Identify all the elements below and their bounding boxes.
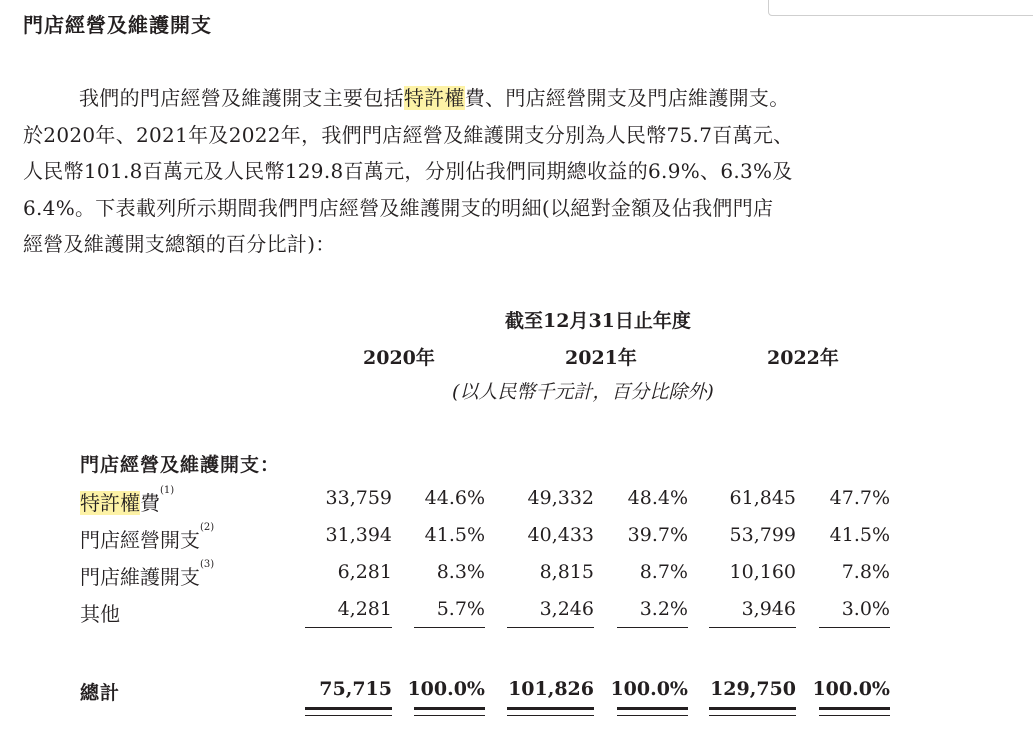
total-cell-amount-2022: 129,750 <box>710 678 796 700</box>
paragraph-line-1-end: 費、門店經營開支及門店維護開支。 <box>464 86 790 110</box>
year-header-2020: 2020年 <box>363 347 435 369</box>
top-right-frame <box>768 0 1033 16</box>
row-label-store-operating <box>80 524 214 553</box>
total-rule-top <box>709 707 796 710</box>
highlighted-term: 特許權 <box>403 86 465 110</box>
total-rule-bottom <box>507 715 594 716</box>
year-header-2021: 2021年 <box>565 347 637 369</box>
subtotal-rule <box>414 627 485 628</box>
body-paragraph <box>23 80 903 263</box>
cell-amount-2021: 8,815 <box>539 561 594 583</box>
unit-note: (以人民幣千元計，百分比除外) <box>452 381 714 403</box>
paragraph-line-2: 於2020年、2021年及2022年，我們門店經營及維護開支分別為人民幣75.7百萬元、 <box>23 122 794 147</box>
total-cell-amount-2021: 101,826 <box>508 678 594 700</box>
row-label-text: 其他 <box>80 602 120 626</box>
cell-amount-2020: 6,281 <box>337 561 392 583</box>
cell-pct-2022: 47.7% <box>829 487 890 509</box>
total-rule-top <box>414 707 485 710</box>
cell-pct-2021: 3.2% <box>639 598 688 620</box>
total-rule-bottom <box>414 715 485 716</box>
total-rule-top <box>819 707 890 710</box>
section-label: 門店經營及維護開支： <box>80 454 281 476</box>
footnote-marker: (2) <box>200 522 215 533</box>
row-label-franchise <box>80 487 174 516</box>
cell-pct-2022: 3.0% <box>841 598 890 620</box>
row-label-others <box>80 598 120 627</box>
paragraph-line-1-start: 我們的門店經營及維護開支主要包括 <box>79 86 404 110</box>
cell-amount-2021: 3,246 <box>539 598 594 620</box>
subtotal-rule <box>305 627 392 628</box>
row-label-highlight: 特許權 <box>80 491 140 515</box>
period-header: 截至12月31日止年度 <box>505 310 691 332</box>
total-cell-pct-2021: 100.0% <box>610 678 688 700</box>
cell-amount-2022: 61,845 <box>729 487 796 509</box>
cell-amount-2022: 3,946 <box>741 598 796 620</box>
cell-pct-2022: 41.5% <box>829 524 890 546</box>
row-label-text: 門店經營開支 <box>80 528 200 552</box>
cell-pct-2020: 41.5% <box>424 524 485 546</box>
paragraph-line-1 <box>23 80 903 117</box>
total-rule-bottom <box>819 715 890 716</box>
total-rule-top <box>507 707 594 710</box>
cell-amount-2022: 10,160 <box>729 561 796 583</box>
subtotal-rule <box>709 627 796 628</box>
subtotal-rule <box>617 627 688 628</box>
cell-amount-2021: 49,332 <box>527 487 594 509</box>
paragraph-line-5: 經營及維護開支總額的百分比計)： <box>23 232 336 257</box>
cell-amount-2020: 4,281 <box>337 598 392 620</box>
row-label-store-maintenance <box>80 561 214 590</box>
total-cell-amount-2020: 75,715 <box>319 678 392 700</box>
cell-amount-2022: 53,799 <box>729 524 796 546</box>
total-rule-bottom <box>709 715 796 716</box>
cell-pct-2021: 8.7% <box>639 561 688 583</box>
total-cell-pct-2020: 100.0% <box>407 678 485 700</box>
footnote-marker: (3) <box>200 559 215 570</box>
cell-amount-2021: 40,433 <box>527 524 594 546</box>
total-rule-bottom <box>305 715 392 716</box>
subtotal-rule <box>819 627 890 628</box>
year-header-2022: 2022年 <box>767 347 839 369</box>
total-rule-top <box>617 707 688 710</box>
cell-pct-2021: 39.7% <box>627 524 688 546</box>
row-label-text: 門店維護開支 <box>80 565 200 589</box>
cell-pct-2021: 48.4% <box>627 487 688 509</box>
total-label: 總計 <box>80 682 121 704</box>
cell-pct-2020: 8.3% <box>436 561 485 583</box>
cell-amount-2020: 31,394 <box>325 524 392 546</box>
row-label-text: 費 <box>140 491 160 515</box>
paragraph-line-3: 人民幣101.8百萬元及人民幣129.8百萬元，分別佔我們同期總收益的6.9%、6.3%及 <box>23 159 793 184</box>
total-rule-bottom <box>617 715 688 716</box>
subtotal-rule <box>507 627 594 628</box>
cell-pct-2020: 5.7% <box>436 598 485 620</box>
cell-pct-2022: 7.8% <box>841 561 890 583</box>
section-title: 門店經營及維護開支 <box>23 13 212 37</box>
total-rule-top <box>305 707 392 710</box>
footnote-marker: (1) <box>160 485 175 496</box>
total-cell-pct-2022: 100.0% <box>812 678 890 700</box>
cell-pct-2020: 44.6% <box>424 487 485 509</box>
paragraph-line-4: 6.4%。下表載列所示期間我們門店經營及維護開支的明細(以絕對金額及佔我們門店 <box>23 195 774 220</box>
cell-amount-2020: 33,759 <box>325 487 392 509</box>
